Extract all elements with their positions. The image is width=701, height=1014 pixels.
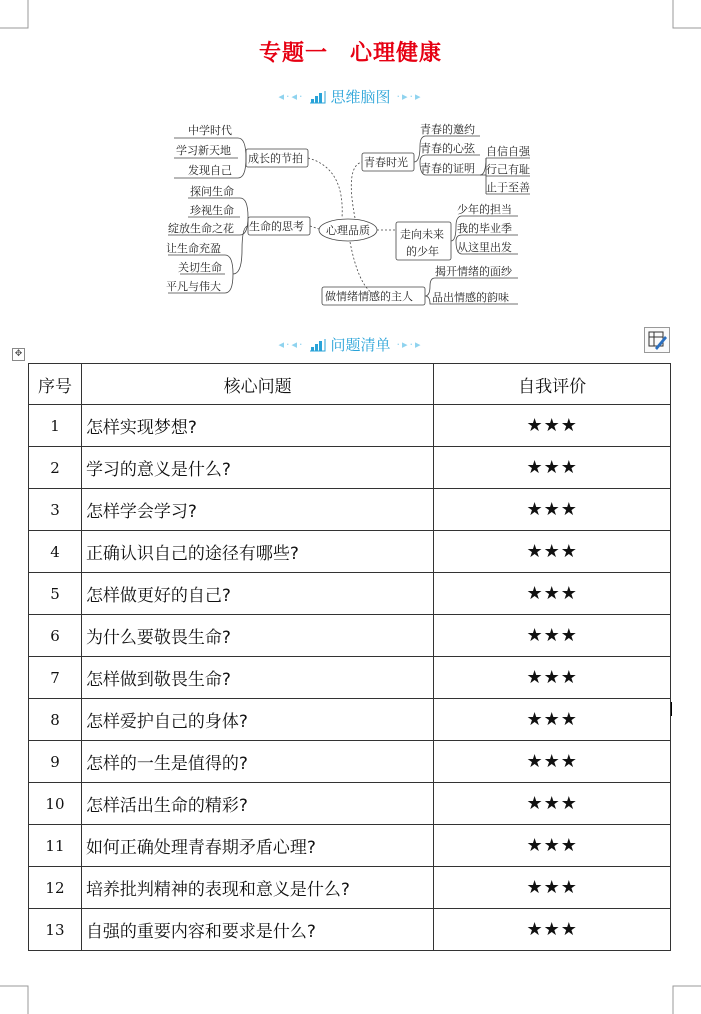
mm-youth-3: 青春的证明 — [420, 162, 475, 175]
crop-mark-top-right — [669, 0, 701, 32]
row-question: 培养批判精神的表现和意义是什么? — [81, 867, 433, 909]
page-title — [0, 36, 701, 67]
row-question: 正确认识自己的途径有哪些? — [81, 531, 433, 573]
mm-center: 心理品质 — [326, 224, 370, 237]
mindmap-heading-text: 思维脑图 — [330, 88, 391, 106]
table-row — [29, 447, 671, 489]
table-row — [29, 573, 671, 615]
row-number: 10 — [29, 783, 82, 825]
mindmap — [160, 118, 530, 313]
mm-life-4: 让生命充盈 — [166, 242, 221, 255]
row-number: 12 — [29, 867, 82, 909]
mm-life-label: 生命的思考 — [249, 220, 304, 233]
row-question: 怎样爱护自己的身体? — [81, 699, 433, 741]
row-rating: ★★★ — [434, 447, 671, 489]
questions-table — [28, 363, 671, 951]
questions-heading: ◂·◂· 问题清单 ·▸·▸ — [278, 336, 423, 354]
mm-youth-1: 青春的邀约 — [420, 123, 475, 136]
row-number: 11 — [29, 825, 82, 867]
row-rating: ★★★ — [434, 573, 671, 615]
row-number: 8 — [29, 699, 82, 741]
row-rating: ★★★ — [434, 531, 671, 573]
table-row — [29, 489, 671, 531]
row-number: 3 — [29, 489, 82, 531]
title-part2: 心理健康 — [350, 41, 443, 66]
mm-growth-2: 学习新天地 — [176, 144, 231, 157]
row-rating: ★★★ — [434, 783, 671, 825]
row-number: 2 — [29, 447, 82, 489]
row-question: 怎样做到敬畏生命? — [81, 657, 433, 699]
row-question: 怎样活出生命的精彩? — [81, 783, 433, 825]
row-question: 自强的重要内容和要求是什么? — [81, 909, 433, 951]
row-rating: ★★★ — [434, 909, 671, 951]
table-row — [29, 909, 671, 951]
row-number: 9 — [29, 741, 82, 783]
mm-youth-sub-1: 自信自强 — [486, 145, 530, 158]
row-rating: ★★★ — [434, 657, 671, 699]
mm-growth-label: 成长的节拍 — [248, 152, 303, 165]
mm-youth-label: 青春时光 — [364, 156, 408, 169]
row-question: 学习的意义是什么? — [81, 447, 433, 489]
table-row — [29, 825, 671, 867]
table-row — [29, 657, 671, 699]
mm-life-3: 绽放生命之花 — [168, 222, 234, 235]
row-rating: ★★★ — [434, 867, 671, 909]
table-header-row — [29, 364, 671, 405]
mm-future-2: 我的毕业季 — [457, 222, 512, 235]
table-row — [29, 867, 671, 909]
text-cursor — [671, 702, 672, 716]
table-row — [29, 783, 671, 825]
row-number: 7 — [29, 657, 82, 699]
move-handle-icon[interactable]: ✥ — [12, 348, 25, 361]
mm-life-2: 珍视生命 — [190, 204, 234, 217]
header-question: 核心问题 — [81, 364, 433, 405]
mm-growth-1: 中学时代 — [188, 124, 232, 137]
row-rating: ★★★ — [434, 741, 671, 783]
mm-emotion-label: 做情绪情感的主人 — [325, 290, 413, 303]
table-row — [29, 615, 671, 657]
header-no: 序号 — [29, 364, 82, 405]
mm-future-3: 从这里出发 — [457, 241, 512, 254]
header-rating: 自我评价 — [434, 364, 671, 405]
mm-life-1: 探问生命 — [190, 185, 234, 198]
crop-mark-top-left — [0, 0, 32, 32]
mm-youth-sub-3: 止于至善 — [486, 181, 530, 194]
mm-future-line1: 走向未来 — [400, 228, 444, 241]
row-number: 5 — [29, 573, 82, 615]
chart-icon — [310, 338, 326, 356]
title-part1: 专题一 — [258, 41, 328, 66]
crop-mark-bottom-right — [669, 982, 701, 1014]
mm-youth-sub-2: 行己有耻 — [486, 163, 530, 176]
row-number: 13 — [29, 909, 82, 951]
row-question: 为什么要敬畏生命? — [81, 615, 433, 657]
mm-emotion-2: 品出情感的韵味 — [432, 291, 509, 304]
mm-emotion-1: 揭开情绪的面纱 — [435, 265, 512, 278]
row-question: 怎样做更好的自己? — [81, 573, 433, 615]
row-question: 怎样实现梦想? — [81, 405, 433, 447]
mm-youth-2: 青春的心弦 — [420, 142, 475, 155]
mindmap-heading: ◂·◂· 思维脑图 ·▸·▸ — [278, 88, 423, 106]
row-question: 如何正确处理青春期矛盾心理? — [81, 825, 433, 867]
row-question: 怎样学会学习? — [81, 489, 433, 531]
table-row — [29, 699, 671, 741]
mm-future-1: 少年的担当 — [457, 203, 512, 216]
row-rating: ★★★ — [434, 825, 671, 867]
table-row — [29, 405, 671, 447]
mm-future-line2: 的少年 — [406, 245, 439, 258]
table-row — [29, 531, 671, 573]
table-edit-icon[interactable] — [644, 327, 670, 353]
row-rating: ★★★ — [434, 405, 671, 447]
mm-life-5: 关切生命 — [178, 261, 222, 274]
row-rating: ★★★ — [434, 615, 671, 657]
table-row — [29, 741, 671, 783]
mm-life-6: 平凡与伟大 — [166, 280, 221, 293]
chart-icon — [310, 90, 326, 108]
row-number: 4 — [29, 531, 82, 573]
mm-growth-3: 发现自己 — [188, 164, 232, 177]
row-number: 1 — [29, 405, 82, 447]
row-number: 6 — [29, 615, 82, 657]
row-question: 怎样的一生是值得的? — [81, 741, 433, 783]
crop-mark-bottom-left — [0, 982, 32, 1014]
row-rating: ★★★ — [434, 489, 671, 531]
questions-heading-text: 问题清单 — [330, 336, 391, 354]
row-rating: ★★★ — [434, 699, 671, 741]
